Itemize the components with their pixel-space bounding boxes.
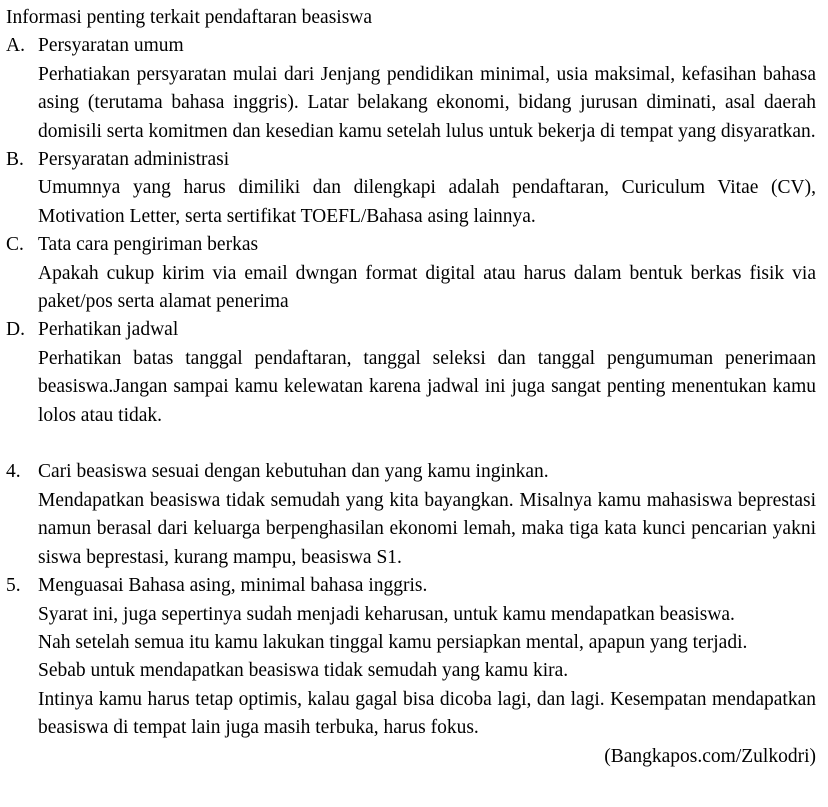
point-heading: Cari beasiswa sesuai dengan kebutuhan dan yang kamu inginkan. xyxy=(38,461,549,483)
point-paragraph: Mendapatkan beasiswa tidak semudah yang kita bayangkan. Misalnya kamu mahasiswa beprestasi namun berasal dari keluarga berpenghasilan ekonomi lemah, maka tiga kata kunci pencarian yakni siswa beprestasi, kurang mampu, beasiswa S1. xyxy=(38,489,816,568)
point-heading: Menguasai Bahasa asing, minimal bahasa inggris. xyxy=(38,575,428,597)
section-heading: Perhatikan jadwal xyxy=(38,319,179,341)
section-heading: Persyaratan umum xyxy=(38,35,184,57)
section-body: Perhatiakan persyaratan mulai dari Jenjang pendidikan minimal, usia maksimal, kefasihan bahasa asing (terutama bahasa inggris). Latar belakang ekonomi, bidang jurusan diminati, asal daerah domisili serta komitmen dan kesedian kamu setelah lulus untuk bekerja di tempat yang disyaratkan. xyxy=(38,63,816,142)
point-marker: 5. xyxy=(6,575,21,597)
point-paragraph: Intinya kamu harus tetap optimis, kalau gagal bisa dicoba lagi, dan lagi. Kesempatan mendapatkan beasiswa di tempat lain juga masih terbuka, harus fokus. xyxy=(38,688,816,739)
blank-line xyxy=(6,430,816,458)
section-marker: D. xyxy=(6,319,25,341)
point-paragraph: Sebab untuk mendapatkan beasiswa tidak semudah yang kamu kira. xyxy=(38,660,569,682)
section-heading: Tata cara pengiriman berkas xyxy=(38,234,259,256)
point-5 xyxy=(6,572,816,742)
point-paragraph: Syarat ini, juga sepertinya sudah menjadi keharusan, untuk kamu mendapatkan beasiswa. xyxy=(38,603,735,625)
point-paragraph: Nah setelah semua itu kamu lakukan tinggal kamu persiapkan mental, apapun yang terjadi. xyxy=(38,631,748,653)
section-marker: C. xyxy=(6,234,24,256)
section-marker: A. xyxy=(6,35,25,57)
section-body: Perhatikan batas tanggal pendaftaran, tanggal seleksi dan tanggal pengumuman penerimaan beasiswa.Jangan sampai kamu kelewatan karena jadwal ini juga sangat penting menentukan kamu lolos atau tidak. xyxy=(38,347,816,426)
source-credit: (Bangkapos.com/Zulkodri) xyxy=(604,745,816,767)
point-marker: 4. xyxy=(6,461,21,483)
intro-line: Informasi penting terkait pendaftaran beasiswa xyxy=(6,7,373,28)
section-body: Umumnya yang harus dimiliki dan dilengkapi adalah pendaftaran, Curiculum Vitae (CV), Motivation Letter, serta sertifikat TOEFL/Bahasa asing lainnya. xyxy=(38,177,816,227)
section-body: Apakah cukup kirim via email dwngan format digital atau harus dalam bentuk berkas fisik via paket/pos serta alamat penerima xyxy=(38,262,816,313)
section-heading: Persyaratan administrasi xyxy=(38,149,230,171)
section-marker: B. xyxy=(6,149,24,171)
point-4 xyxy=(6,458,816,572)
section-a xyxy=(6,32,816,146)
section-b xyxy=(6,146,816,231)
section-c xyxy=(6,231,816,316)
section-d xyxy=(6,316,816,430)
